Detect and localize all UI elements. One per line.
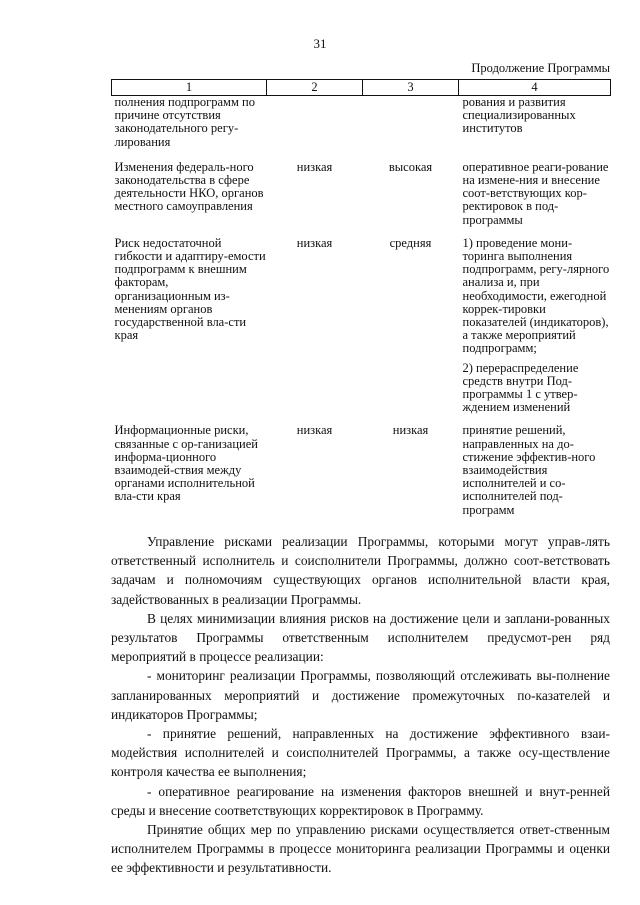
measures-cell	[459, 424, 611, 516]
measure-item: оперативное реаги-рование на измене-ния и внесение соот-ветствующих кор-ректировок в под-программы	[462, 159, 609, 227]
table-header-row	[112, 80, 611, 96]
paragraph: Управление рисками реализации Программы, которыми могут управ-лять ответственный исполнитель и соисполнители Программы, должно соот-ветствовать задачам и полномочиям существующих органов исполнительной власти края, задействованных в реализации Программы.	[111, 534, 610, 607]
risk-cell: Изменения федераль-ного законодательства в сфере деятельности НКО, органов местного самоуправления	[114, 159, 264, 214]
table-row	[112, 237, 611, 425]
impact-cell: высокая	[388, 159, 433, 174]
column-header: 1	[112, 80, 267, 96]
probability-cell	[267, 96, 363, 161]
impact-cell: низкая	[392, 423, 429, 438]
risk-cell: Информационные риски, связанные с ор-ганизацией информа-ционного взаимодей-ствия между органами исполнительной вла-сти края	[114, 423, 258, 504]
continuation-label: Продолжение Программы	[471, 61, 610, 75]
paragraph: - мониторинг реализации Программы, позволяющий отслеживать вы-полнение запланированных мероприятий и достижение промежуточных по-казателей и индикаторов Программы;	[111, 668, 610, 722]
column-header: 4	[459, 80, 611, 96]
column-header: 2	[267, 80, 363, 96]
column-header: 3	[363, 80, 459, 96]
measure-item: 2) перераспределение средств внутри Под-программы 1 с утвер-ждением изменений	[462, 360, 579, 415]
page-number: 31	[313, 36, 327, 51]
measures-cell	[459, 96, 611, 161]
probability-cell: низкая	[296, 235, 333, 250]
risk-cell: Риск недостаточной гибкости и адаптиру-емости подпрограмм к внешним факторам, организационным из-менениям органов государственной вла-сти края	[114, 235, 266, 343]
probability-cell: низкая	[296, 159, 333, 174]
table-row	[112, 96, 611, 161]
measure-item: принятие решений, направленных на до-стижение эффектив-ного взаимодействия исполнителей и со-исполнителей под-программ	[462, 423, 596, 517]
paragraph: - принятие решений, направленных на достижение эффективного взаи-модействия исполнителей и соисполнителей Программы, а также осу-ществление контроля качества ее выполнения;	[111, 726, 610, 780]
paragraph: Принятие общих мер по управлению рисками осуществляется ответ-ственным исполнителем Программы в процессе мониторинга реализации Программы и оценки ее эффективности и результативности.	[111, 822, 610, 876]
risk-cell: полнения подпрограмм по причине отсутствия законодательного регу-лирования	[114, 95, 255, 149]
paragraph: - оперативное реагирование на изменения факторов внешней и внут-ренней среды и внесение соответствующих корректировок в Программу.	[111, 783, 610, 818]
table-row	[112, 424, 611, 516]
measure-item: рования и развития специализированных институтов	[462, 95, 576, 136]
measures-cell	[459, 237, 611, 425]
risk-table	[111, 79, 611, 517]
measures-cell	[459, 161, 611, 237]
paragraph: В целях минимизации влияния рисков на достижение цели и заплани-рованных результатов Программы ответственным исполнителем предусмот-рен ряд мероприятий в процессе реализации:	[111, 610, 610, 665]
impact-cell	[363, 96, 459, 161]
measure-item: 1) проведение мони-торинга выполнения подпрограмм, регу-лярного анализа и, при необходимости, ежегодной коррек-тировки показателей (индикаторов), а также мероприятий подпрограмм;	[462, 235, 610, 356]
impact-cell: средняя	[389, 235, 432, 250]
table-row	[112, 161, 611, 237]
probability-cell: низкая	[296, 423, 333, 438]
body-text	[111, 532, 610, 878]
